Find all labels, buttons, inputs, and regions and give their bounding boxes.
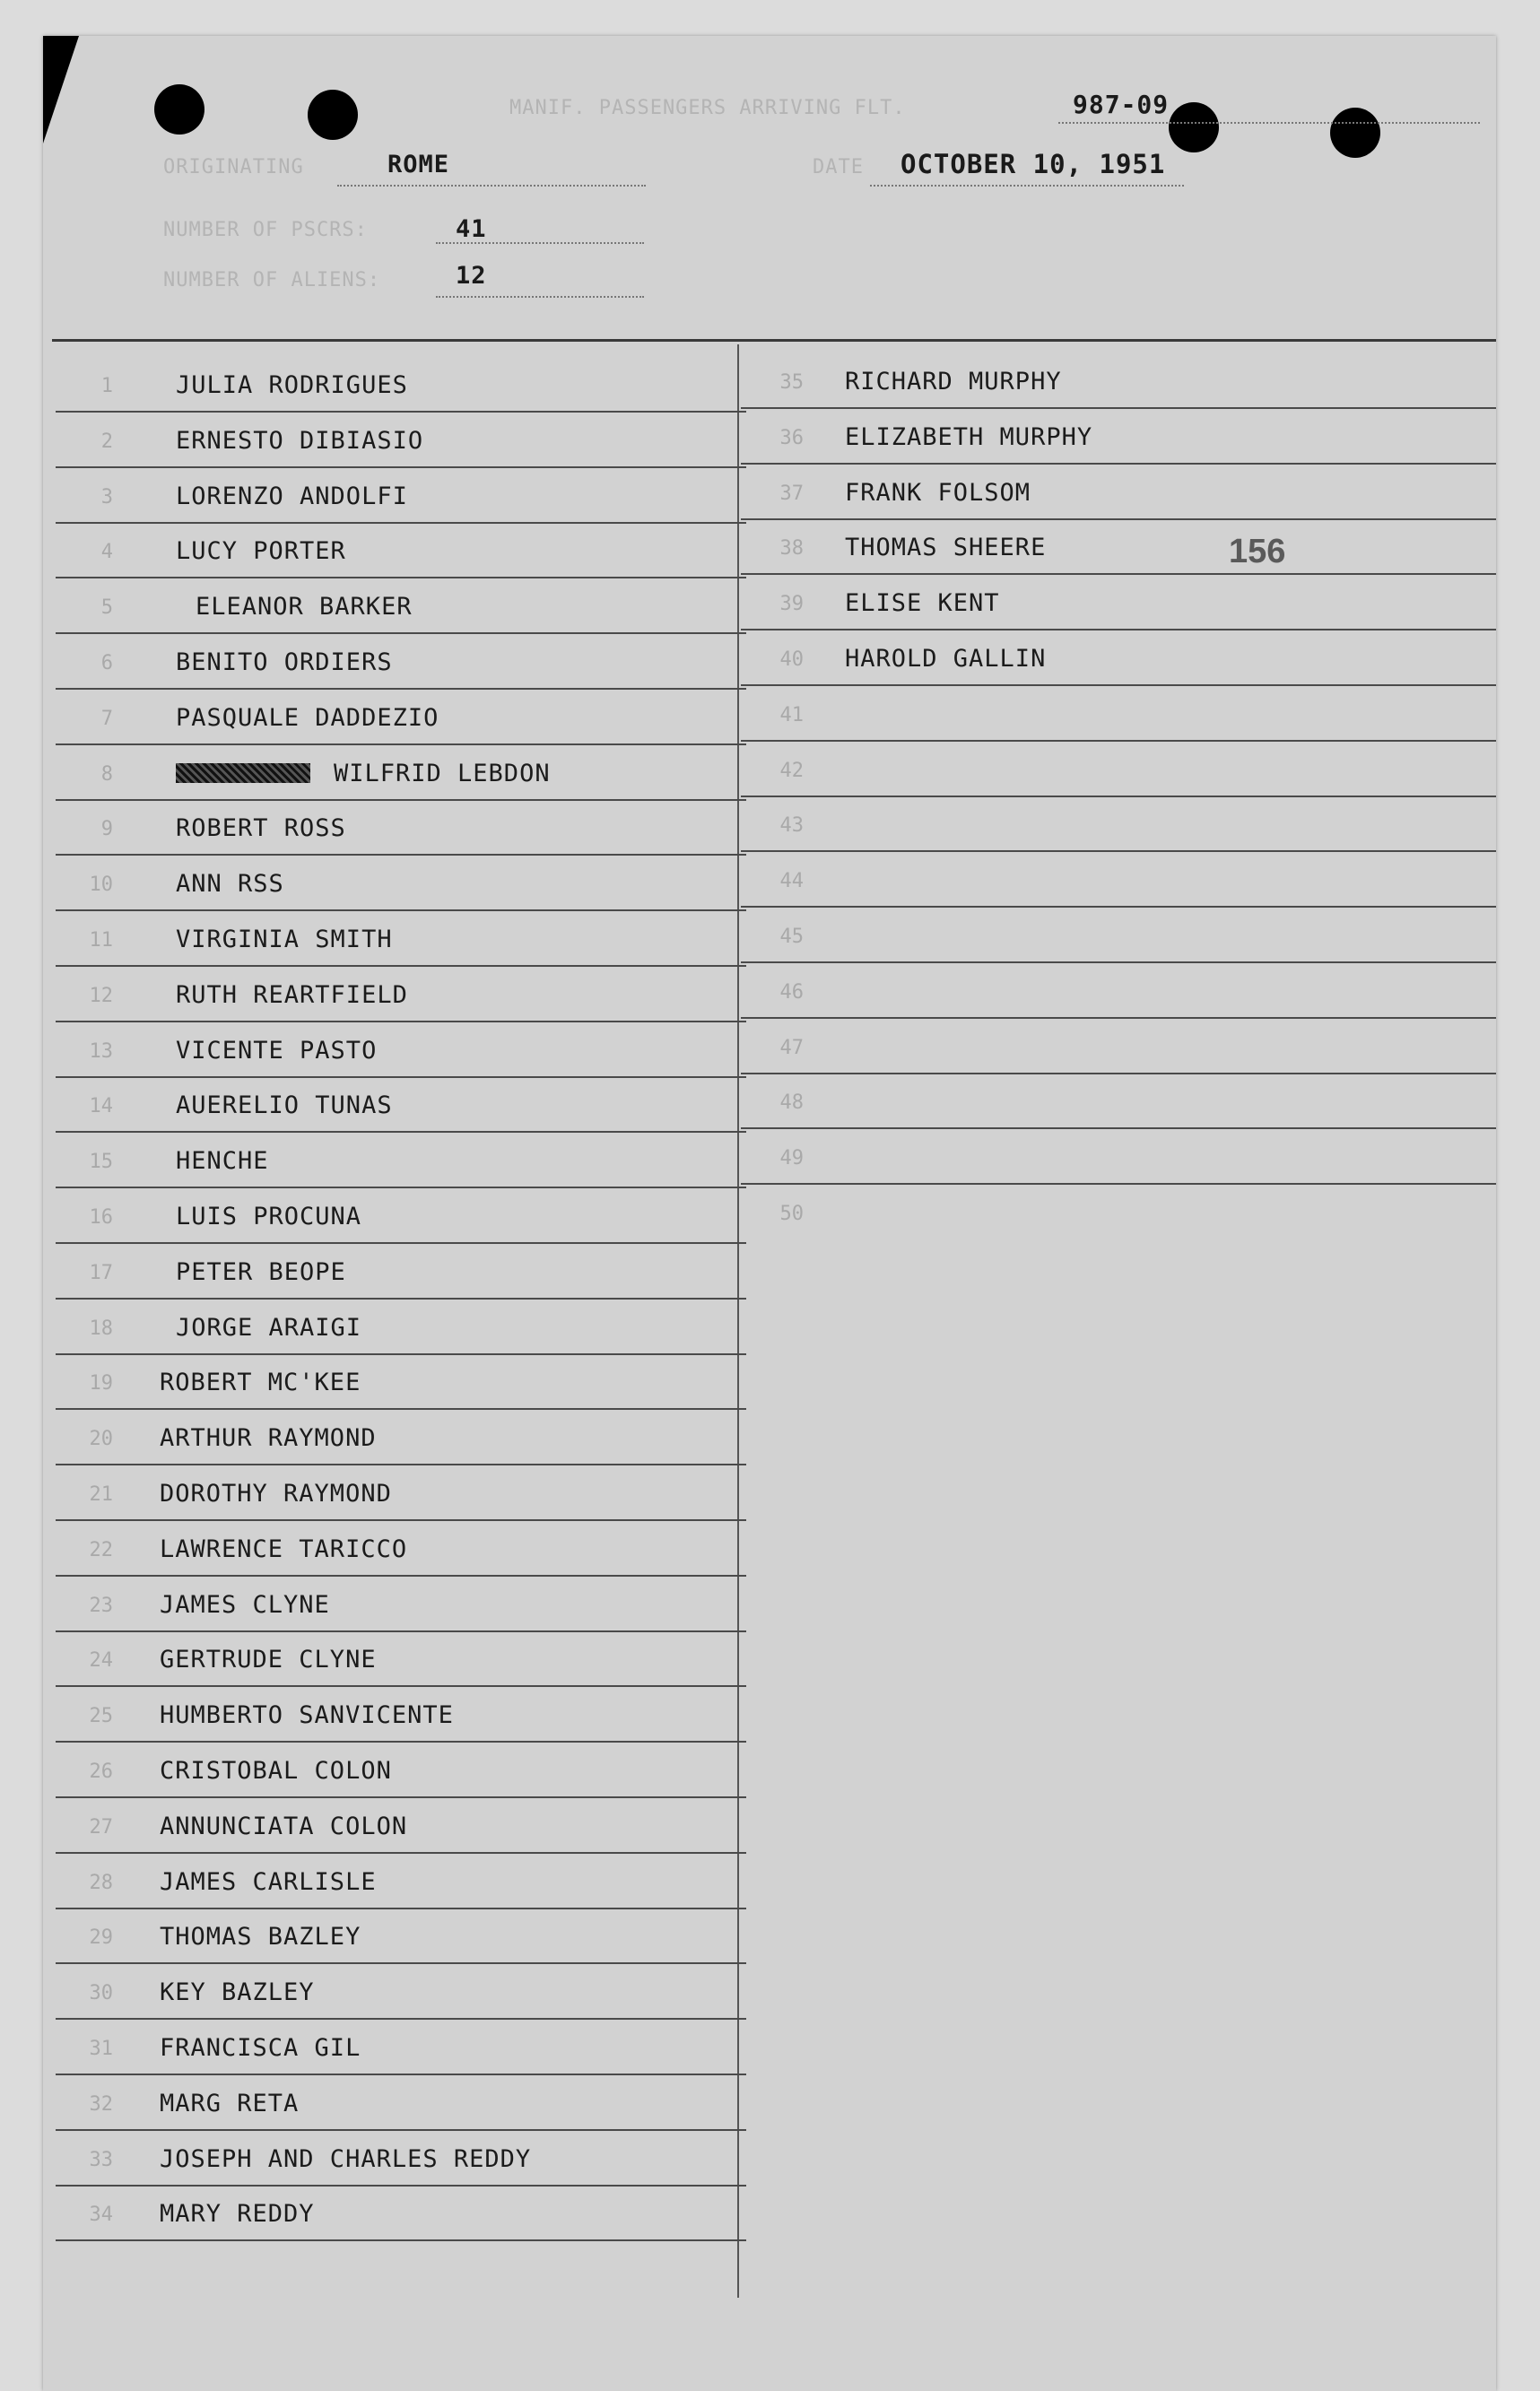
row-rule <box>741 573 1496 575</box>
row-rule <box>56 1575 746 1577</box>
row-rule <box>56 799 746 801</box>
header-divider <box>52 339 1496 342</box>
row-rule <box>741 518 1496 520</box>
row-number: 26 <box>89 1761 113 1783</box>
row-number: 31 <box>89 2038 113 2060</box>
row-number: 34 <box>89 2204 113 2226</box>
passenger-name: JAMES CARLISLE <box>160 1868 377 1896</box>
passenger-name: FRANCISCA GIL <box>160 2034 361 2062</box>
row-rule <box>56 2185 746 2187</box>
row-rule <box>741 463 1496 465</box>
row-rule <box>741 1127 1496 1129</box>
row-number: 27 <box>89 1816 113 1839</box>
row-rule <box>56 466 746 468</box>
row-number: 11 <box>89 929 113 952</box>
row-rule <box>741 906 1496 908</box>
row-rule <box>741 1017 1496 1019</box>
aliens-value: 12 <box>456 262 487 290</box>
row-rule <box>56 1408 746 1410</box>
row-rule <box>741 1183 1496 1185</box>
passenger-name: MARG RETA <box>160 2090 300 2117</box>
row-rule <box>56 1908 746 1909</box>
passenger-name: ERNESTO DIBIASIO <box>176 427 424 455</box>
row-number: 48 <box>779 1091 804 1114</box>
passenger-name: JULIA RODRIGUES <box>176 371 408 399</box>
passenger-name: CRISTOBAL COLON <box>160 1757 392 1785</box>
row-number: 21 <box>89 1483 113 1506</box>
passenger-name: THOMAS BAZLEY <box>160 1923 361 1951</box>
column-divider <box>737 344 739 2298</box>
row-rule <box>56 577 746 578</box>
passenger-name: HENCHE <box>176 1147 269 1175</box>
row-number: 19 <box>89 1372 113 1395</box>
row-rule <box>741 961 1496 963</box>
passenger-name: VIRGINIA SMITH <box>176 926 393 953</box>
punch-hole <box>1169 102 1219 152</box>
passenger-name: PETER BEOPE <box>176 1258 346 1286</box>
row-number: 36 <box>779 427 804 449</box>
row-number: 14 <box>89 1095 113 1117</box>
passenger-name: LAWRENCE TARICCO <box>160 1535 408 1563</box>
originating-label: ORIGINATING <box>163 156 304 178</box>
row-number: 45 <box>779 926 804 948</box>
flight-number: 987-09 <box>1073 90 1170 119</box>
row-number: 20 <box>89 1428 113 1450</box>
row-number: 37 <box>779 483 804 505</box>
row-number: 28 <box>89 1872 113 1894</box>
row-rule <box>56 1131 746 1133</box>
passenger-name: HUMBERTO SANVICENTE <box>160 1701 454 1729</box>
row-rule <box>56 1242 746 1244</box>
row-rule <box>56 1685 746 1687</box>
row-number: 24 <box>89 1649 113 1672</box>
row-rule <box>56 2129 746 2131</box>
passenger-name: VICENTE PASTO <box>176 1037 378 1065</box>
row-number: 22 <box>89 1539 113 1561</box>
passenger-name: RUTH REARTFIELD <box>176 981 408 1009</box>
passenger-name: ROBERT ROSS <box>176 814 346 842</box>
row-rule <box>56 909 746 911</box>
row-number: 42 <box>779 760 804 782</box>
row-number: 39 <box>779 593 804 615</box>
row-number: 44 <box>779 870 804 892</box>
originating-underline <box>337 185 646 187</box>
row-rule <box>741 850 1496 852</box>
row-number: 2 <box>100 430 113 453</box>
passenger-name: PASQUALE DADDEZIO <box>176 704 439 732</box>
row-number: 33 <box>89 2149 113 2171</box>
row-number: 17 <box>89 1262 113 1284</box>
row-number: 4 <box>100 541 113 563</box>
passenger-name: ROBERT MC'KEE <box>160 1369 361 1396</box>
row-rule <box>56 1741 746 1743</box>
passenger-name: HAROLD GALLIN <box>845 645 1047 673</box>
flight-underline <box>1058 122 1480 124</box>
page-stamp-number: 156 <box>1229 533 1286 570</box>
row-number: 10 <box>89 874 113 896</box>
passenger-name: DOROTHY RAYMOND <box>160 1480 392 1508</box>
row-rule <box>741 796 1496 797</box>
passenger-name: FRANK FOLSOM <box>845 479 1031 507</box>
row-number: 5 <box>100 596 113 619</box>
row-number: 3 <box>100 486 113 509</box>
row-rule <box>56 1353 746 1355</box>
passenger-name: JOSEPH AND CHARLES REDDY <box>160 2145 532 2173</box>
row-rule <box>741 1073 1496 1074</box>
passenger-name: MARY REDDY <box>160 2200 315 2228</box>
aliens-label: NUMBER OF ALIENS: <box>163 269 381 291</box>
row-rule <box>56 522 746 524</box>
passenger-name: ELISE KENT <box>845 589 1000 617</box>
row-number: 18 <box>89 1317 113 1340</box>
row-rule <box>741 629 1496 630</box>
row-number: 46 <box>779 981 804 1004</box>
row-number: 7 <box>100 708 113 730</box>
passenger-name: GERTRUDE CLYNE <box>160 1646 377 1674</box>
row-rule <box>741 407 1496 409</box>
row-number: 15 <box>89 1151 113 1173</box>
row-number: 38 <box>779 537 804 560</box>
passenger-name-text: WILFRID LEBDON <box>334 760 551 787</box>
row-number: 47 <box>779 1037 804 1059</box>
row-number: 16 <box>89 1206 113 1229</box>
passenger-name: LUIS PROCUNA <box>176 1203 362 1230</box>
row-rule <box>56 2074 746 2075</box>
row-rule <box>56 1852 746 1854</box>
punch-hole <box>308 90 358 140</box>
row-rule <box>56 1519 746 1521</box>
passenger-name: JAMES CLYNE <box>160 1591 330 1619</box>
row-number: 9 <box>100 818 113 840</box>
row-rule <box>56 2018 746 2020</box>
passenger-name <box>176 760 551 787</box>
passenger-name: RICHARD MURPHY <box>845 368 1062 396</box>
passenger-name: ELEANOR BARKER <box>196 593 413 621</box>
row-number: 13 <box>89 1040 113 1063</box>
date-value: OCTOBER 10, 1951 <box>901 149 1166 179</box>
passenger-name: LORENZO ANDOLFI <box>176 483 408 510</box>
row-rule <box>741 740 1496 742</box>
row-rule <box>56 743 746 745</box>
form-title: MANIF. PASSENGERS ARRIVING FLT. <box>509 97 906 119</box>
row-number: 6 <box>100 652 113 674</box>
passenger-name: ARTHUR RAYMOND <box>160 1424 377 1452</box>
row-number: 30 <box>89 1982 113 2004</box>
row-number: 50 <box>779 1203 804 1225</box>
row-rule <box>56 1076 746 1078</box>
row-number: 41 <box>779 704 804 726</box>
row-number: 43 <box>779 814 804 837</box>
row-rule <box>56 1796 746 1798</box>
row-rule <box>56 1464 746 1465</box>
row-number: 8 <box>100 763 113 786</box>
pscrs-underline <box>436 242 644 244</box>
passenger-name: THOMAS SHEERE <box>845 534 1047 561</box>
row-rule <box>741 684 1496 686</box>
row-number: 49 <box>779 1147 804 1169</box>
row-rule <box>56 632 746 634</box>
row-rule <box>56 2239 746 2241</box>
pscrs-label: NUMBER OF PSCRS: <box>163 219 368 241</box>
row-rule <box>56 688 746 690</box>
row-number: 23 <box>89 1595 113 1617</box>
row-rule <box>56 1630 746 1632</box>
torn-corner <box>43 36 79 143</box>
passenger-name: KEY BAZLEY <box>160 1978 315 2006</box>
row-number: 35 <box>779 371 804 394</box>
date-underline <box>870 185 1184 187</box>
passenger-name: AUERELIO TUNAS <box>176 1091 393 1119</box>
aliens-underline <box>436 296 644 298</box>
date-label: DATE <box>813 156 864 178</box>
passenger-name: LUCY PORTER <box>176 537 346 565</box>
row-rule <box>56 1021 746 1022</box>
passenger-name: ANN RSS <box>176 870 284 898</box>
passenger-name: JORGE ARAIGI <box>176 1314 362 1342</box>
row-number: 40 <box>779 648 804 671</box>
row-rule <box>56 411 746 413</box>
row-number: 12 <box>89 985 113 1007</box>
row-number: 1 <box>100 375 113 397</box>
passenger-name: BENITO ORDIERS <box>176 648 393 676</box>
row-number: 29 <box>89 1926 113 1949</box>
row-rule <box>56 1962 746 1964</box>
row-rule <box>56 965 746 967</box>
passenger-name: ELIZABETH MURPHY <box>845 423 1093 451</box>
punch-hole <box>154 84 204 135</box>
row-rule <box>56 1187 746 1188</box>
typed-strikeout <box>176 763 310 783</box>
row-number: 25 <box>89 1705 113 1727</box>
row-rule <box>56 1298 746 1300</box>
punch-hole <box>1330 108 1380 158</box>
row-rule <box>56 854 746 856</box>
row-number: 32 <box>89 2093 113 2116</box>
pscrs-value: 41 <box>456 215 487 243</box>
passenger-name: ANNUNCIATA COLON <box>160 1813 408 1840</box>
originating-value: ROME <box>387 151 450 178</box>
